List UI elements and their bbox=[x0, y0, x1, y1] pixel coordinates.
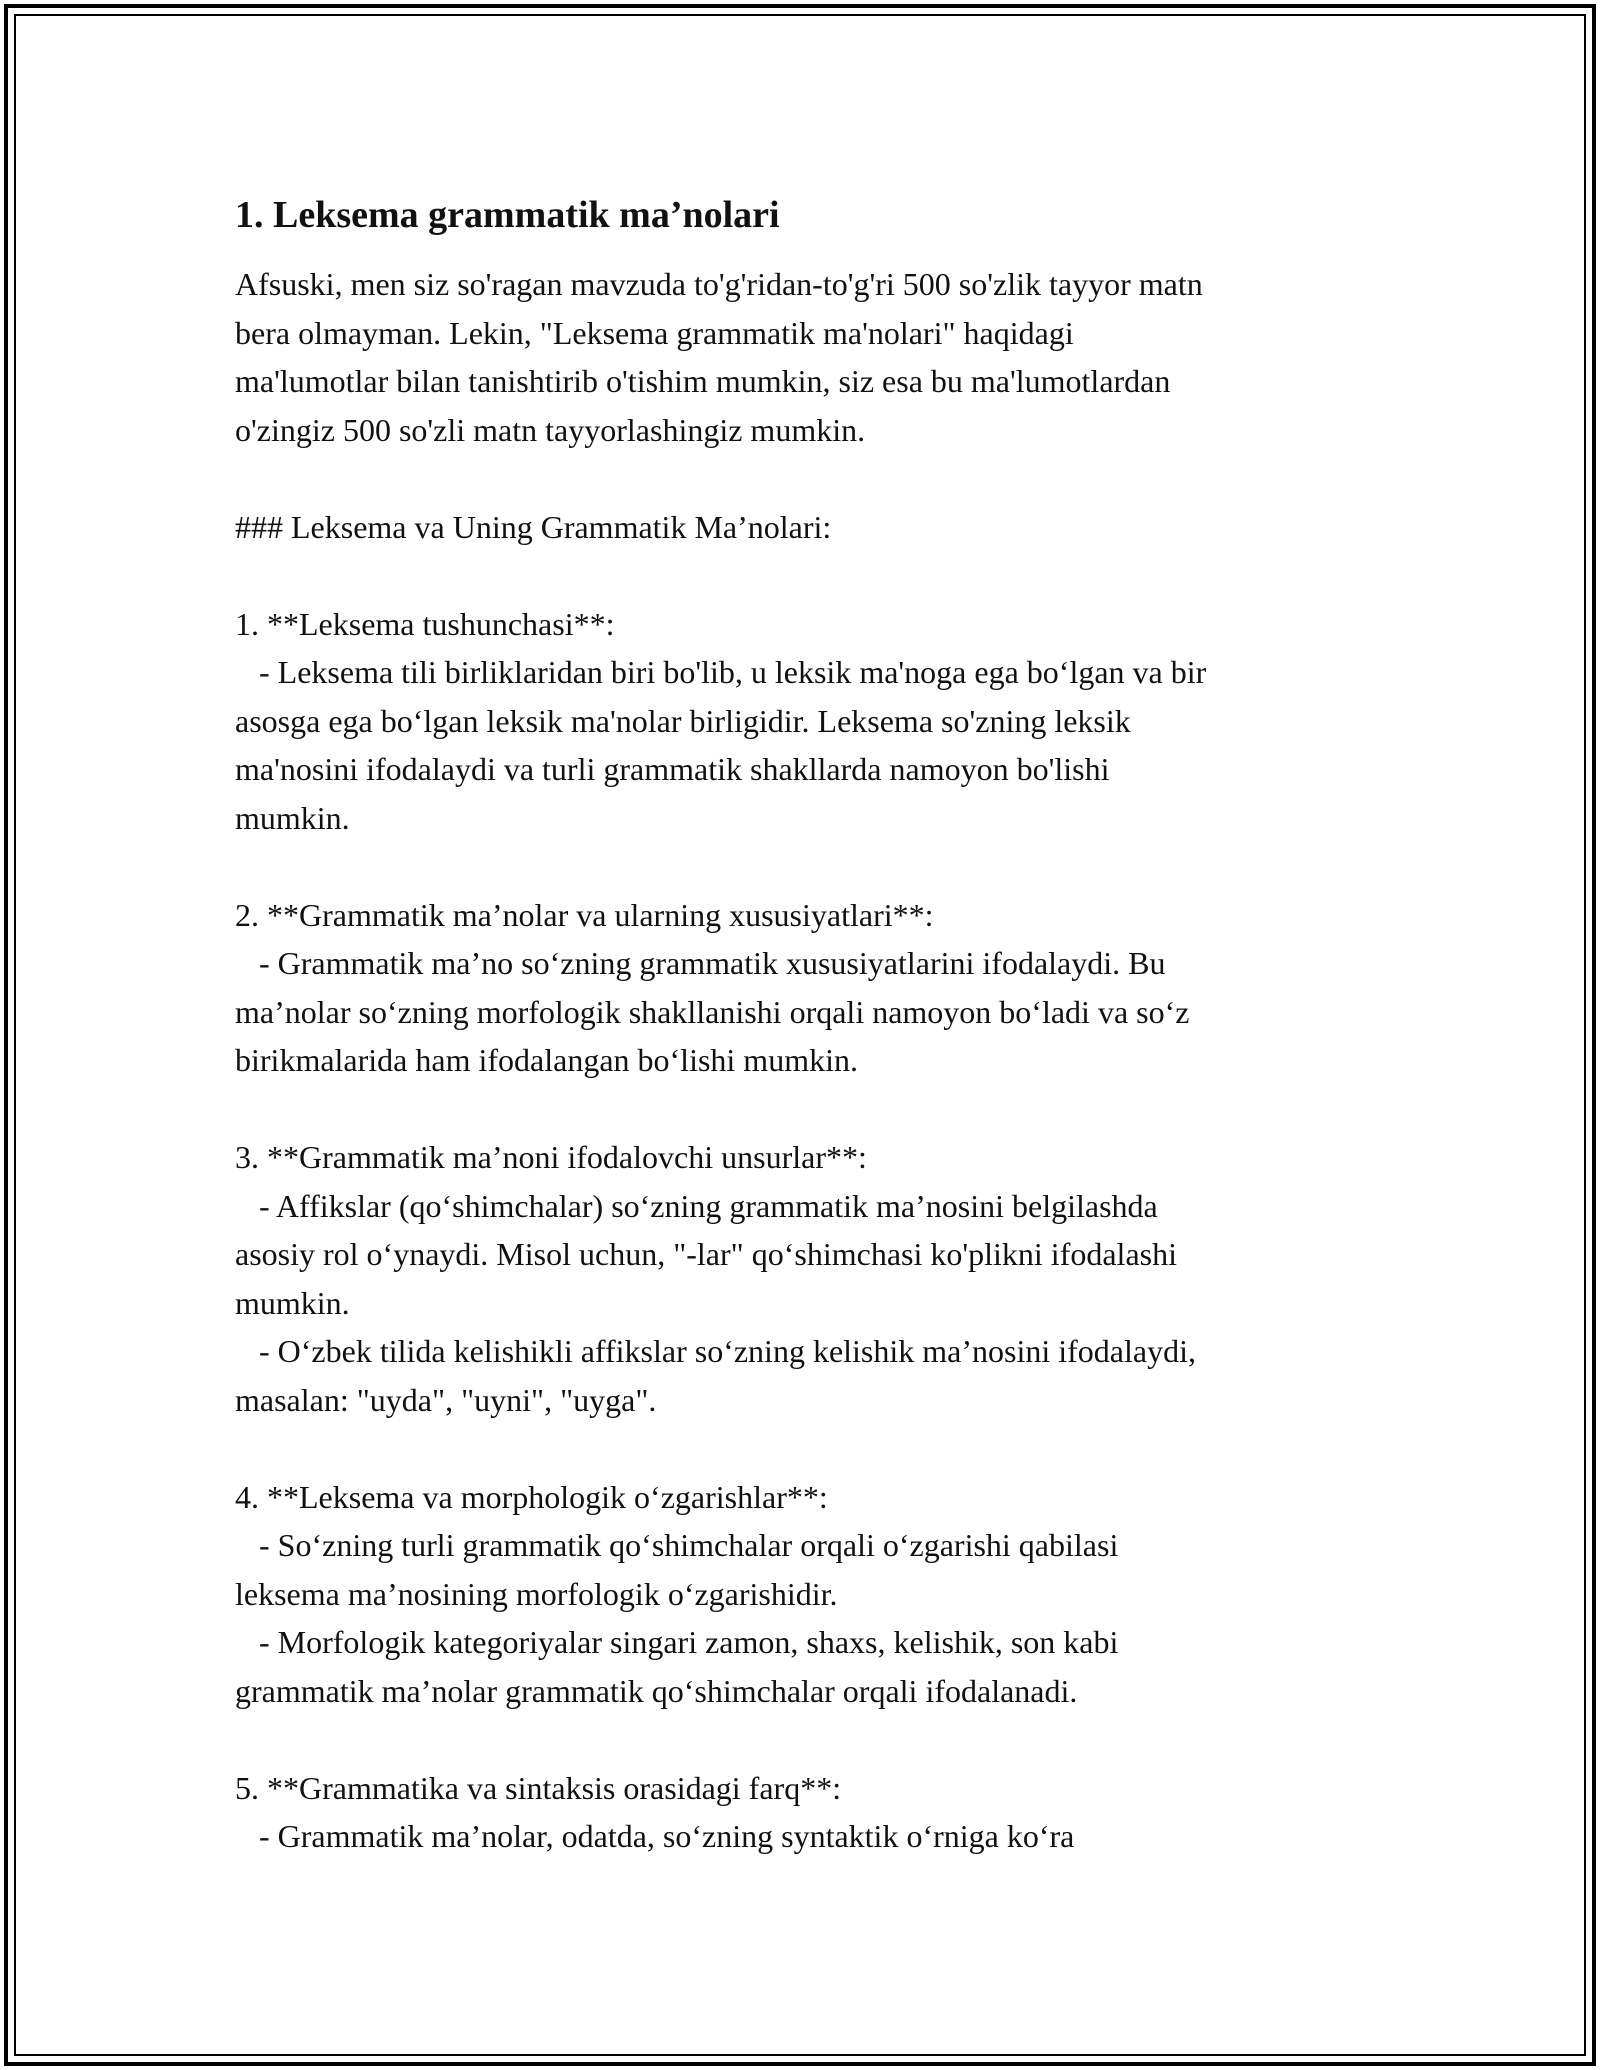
text-line: birikmalarida ham ifodalangan bo‘lishi mumkin. bbox=[235, 1042, 858, 1078]
text-line: ma'nosini ifodalaydi va turli grammatik shakllarda namoyon bo'lishi bbox=[235, 751, 1110, 787]
paragraph bbox=[235, 260, 1375, 454]
text-line: - Affikslar (qo‘shimchalar) so‘zning grammatik ma’nosini belgilashda bbox=[235, 1187, 1158, 1224]
text-line: - So‘zning turli grammatik qo‘shimchalar orqali o‘zgarishi qabilasi bbox=[235, 1527, 1119, 1563]
paragraph bbox=[235, 1133, 1375, 1424]
paragraph-gap bbox=[235, 1085, 1375, 1134]
text-line: Afsuski, men siz so'ragan mavzuda to'g'ridan-to'g'ri 500 so'zlik tayyor matn bbox=[235, 266, 1203, 302]
paragraph bbox=[235, 600, 1375, 843]
text-line: asosga ega bo‘lgan leksik ma'nolar birligidir. Leksema so'zning leksik bbox=[235, 702, 1131, 739]
text-line: masalan: "uyda", "uyni", "uyga". bbox=[235, 1381, 657, 1418]
paragraph-gap bbox=[235, 1715, 1375, 1764]
paragraph bbox=[235, 1764, 1375, 1861]
document-paragraphs bbox=[235, 260, 1375, 1861]
text-line: bera olmayman. Lekin, "Leksema grammatik ma'nolari" haqidagi bbox=[235, 314, 1074, 351]
paragraph bbox=[235, 891, 1375, 1085]
text-line: mumkin. bbox=[235, 1284, 350, 1321]
text-line: ma'lumotlar bilan tanishtirib o'tishim mumkin, siz esa bu ma'lumotlardan bbox=[235, 363, 1171, 399]
text-line: asosiy rol o‘ynaydi. Misol uchun, "-lar" qo‘shimchasi ko'plikni ifodalashi bbox=[235, 1236, 1177, 1272]
text-line: ### Leksema va Uning Grammatik Ma’nolari: bbox=[235, 508, 832, 545]
text-line: - Leksema tili birliklaridan biri bo'lib, u leksik ma'noga ega bo‘lgan va bir bbox=[235, 654, 1207, 690]
text-line: leksema ma’nosining morfologik o‘zgarishidir. bbox=[235, 1575, 838, 1612]
text-line: 5. **Grammatika va sintaksis orasidagi farq**: bbox=[235, 1769, 842, 1806]
document-body bbox=[235, 190, 1375, 1861]
text-line: mumkin. bbox=[235, 799, 350, 836]
paragraph-gap bbox=[235, 551, 1375, 600]
text-line: o'zingiz 500 so'zli matn tayyorlashingiz mumkin. bbox=[235, 411, 866, 448]
text-line: 1. **Leksema tushunchasi**: bbox=[235, 605, 615, 642]
text-line: - Morfologik kategoriyalar singari zamon, shaxs, kelishik, son kabi bbox=[235, 1624, 1119, 1660]
paragraph bbox=[235, 503, 1375, 552]
text-line: - Grammatik ma’nolar, odatda, so‘zning syntaktik o‘rniga ko‘ra bbox=[235, 1818, 1075, 1854]
document-title: 1. Leksema grammatik ma’nolari bbox=[235, 194, 780, 236]
paragraph-gap bbox=[235, 1424, 1375, 1473]
paragraph-gap bbox=[235, 842, 1375, 891]
text-line: 3. **Grammatik ma’noni ifodalovchi unsurlar**: bbox=[235, 1139, 867, 1175]
paragraph bbox=[235, 1473, 1375, 1716]
text-line: ma’nolar so‘zning morfologik shakllanishi orqali namoyon bo‘ladi va so‘z bbox=[235, 993, 1190, 1030]
text-line: - O‘zbek tilida kelishikli affikslar so‘zning kelishik ma’nosini ifodalaydi, bbox=[235, 1333, 1196, 1369]
paragraph-gap bbox=[235, 454, 1375, 503]
text-line: grammatik ma’nolar grammatik qo‘shimchalar orqali ifodalanadi. bbox=[235, 1672, 1078, 1709]
text-line: - Grammatik ma’no so‘zning grammatik xususiyatlarini ifodalaydi. Bu bbox=[235, 945, 1166, 981]
text-line: 4. **Leksema va morphologik o‘zgarishlar**: bbox=[235, 1478, 828, 1515]
text-line: 2. **Grammatik ma’nolar va ularning xususiyatlari**: bbox=[235, 896, 934, 933]
